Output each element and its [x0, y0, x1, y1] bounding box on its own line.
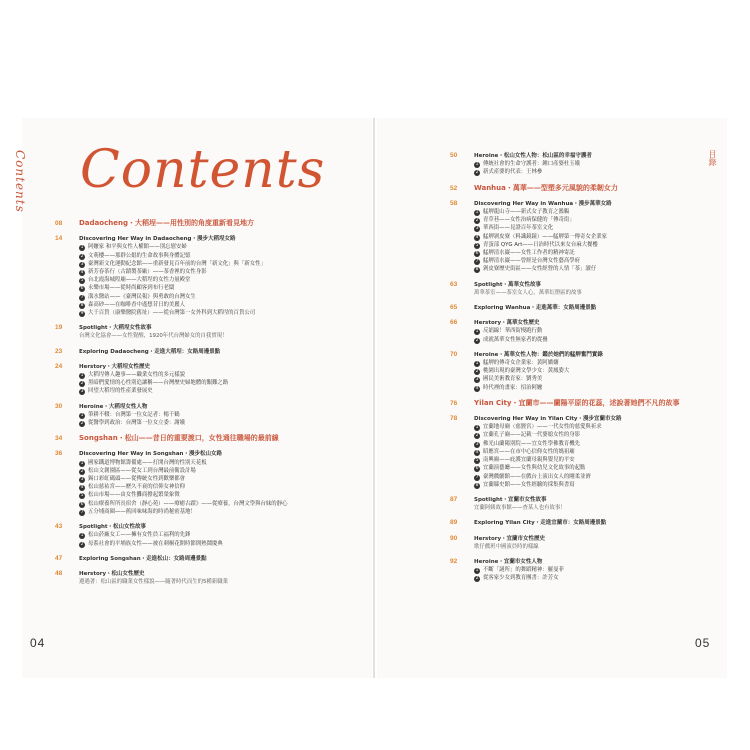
toc-page-number: 63 [450, 280, 458, 288]
toc-section-title: Exploring Wanhua・走進萬華：女路周邊景點 [474, 305, 597, 312]
toc-section [55, 235, 355, 243]
toc-item-number: 1 [475, 210, 479, 216]
toc-page-number: 50 [450, 152, 458, 159]
toc-item-number: 3 [475, 441, 479, 447]
toc-item [55, 411, 355, 419]
toc-item-text: 新式產婆的代表：王林參 [483, 169, 543, 176]
toc-item-text: 艋舺剝皮寮（料識鏡鏡）——艋舺第一傳奇女企業家 [483, 233, 607, 240]
toc-item-text: 新芳春茶行（古蹟製茶廠）——茶香裡的女性身影 [88, 269, 207, 276]
toc-section [450, 415, 718, 423]
toc-page-number: 78 [450, 415, 458, 423]
toc-description: 宜蘭阿姨故事館——查某人也有故事！ [474, 505, 566, 512]
toc-page-number: 19 [55, 324, 63, 332]
toc-item-text: 青蛋部 QYG Art——日治時代以來女台麻大餐樓 [483, 241, 598, 248]
toc-item-number: 2 [475, 369, 479, 375]
toc-item-number: 1 [475, 425, 479, 431]
toc-page-number: 34 [55, 435, 63, 443]
toc-item [450, 456, 718, 464]
toc-item-number: 2 [475, 576, 479, 582]
toc-item [55, 491, 355, 499]
toc-section-title: Heroine・萬華女性人物：鑑於她們的艋舺奮鬥實錄 [474, 351, 603, 358]
page-number-left: 04 [30, 636, 46, 650]
toc-description: 歌仔戲班中國演員時的樣線 [474, 543, 539, 550]
toc-item-text: 松山慈祐宮——歷久不衰的信仰女神信仰 [88, 484, 186, 491]
toc-item [450, 431, 718, 439]
toc-section [450, 558, 718, 566]
toc-description: 台灣文化協會——女性覺醒，1920年代台灣婦女的自我實現！ [79, 333, 228, 340]
toc-item [450, 464, 718, 472]
book-gutter [373, 118, 375, 678]
toc-item-text: 艋舺清水巖——女性工作者的精神寄託 [483, 250, 575, 257]
toc-item [450, 265, 718, 273]
toc-item [55, 260, 355, 268]
toc-section-title: Spotlight・松山女性故事 [79, 524, 147, 531]
toc-item-number: 4 [475, 234, 479, 240]
toc-item-text: 臺灣戲劇館——在戲台上演出女人的剛柔並濟 [483, 473, 591, 480]
toc-item [55, 293, 355, 301]
toc-item-text: 剝皮寮歷史街區——女性經營的人情「茶」讀仔 [483, 266, 597, 273]
toc-section [450, 281, 718, 289]
toc-item-number: 4 [475, 449, 479, 455]
toc-section-title: Spotlight・萬華女性故事 [474, 281, 542, 288]
toc-item-number: 1 [475, 162, 479, 168]
toc-section [450, 496, 718, 504]
toc-item [55, 483, 355, 491]
toc-item-text: 潢水醫站——《臺灣民報》與勇敢的台灣女生 [88, 293, 196, 300]
toc-item-number: 5 [80, 278, 84, 284]
toc-item [450, 359, 718, 367]
toc-item-number: 7 [80, 294, 84, 300]
toc-item-text: 筆耕不輟：台灣第一位女記者：楊千鶴 [88, 411, 180, 418]
toc-item-text: 從醫學到政治：台灣第一位女立委：謝娥 [88, 420, 186, 427]
toc-item [450, 208, 718, 216]
toc-item-number: 6 [475, 466, 479, 472]
toc-page-number: 23 [55, 347, 63, 355]
toc-item-number: 1 [475, 361, 479, 367]
toc-item-number: 8 [475, 267, 479, 273]
toc-section-title: Exploring Songshan・走進松山：女路周邊景點 [79, 555, 207, 562]
toc-item [450, 375, 718, 383]
toc-page-number: 76 [450, 399, 458, 407]
toc-section-title: Wanhua・萬華——型塑多元風貌的柔韌女力 [474, 183, 618, 192]
toc-page-number: 24 [55, 362, 63, 370]
toc-section-title: Herstory・萬華女性歷史 [474, 320, 540, 327]
toc-item [450, 566, 718, 574]
toc-item [55, 309, 355, 317]
toc-item [450, 481, 718, 489]
toc-item-number: 3 [80, 389, 84, 395]
toc-item [55, 475, 355, 483]
toc-page-number: 43 [55, 523, 63, 531]
toc-item-number: 5 [475, 458, 479, 464]
toc-item-text: 從客家少女到教育團書：許芳女 [483, 575, 559, 582]
toc-section [450, 351, 718, 359]
toc-item-number: 3 [80, 477, 84, 483]
toc-item-number: 1 [80, 533, 84, 539]
toc-item-number: 2 [475, 433, 479, 439]
page-number-right: 05 [695, 636, 711, 650]
toc-item-number: 3 [475, 377, 479, 383]
toc-section [450, 399, 718, 408]
toc-description: 遵遇著：松山區的職業女性樣貌——隨著時代而生的5種新職業 [79, 579, 228, 586]
toc-item-text: 艋舺清水巖——曾經是台灣女性藝高學府 [483, 258, 581, 265]
toc-section [450, 304, 718, 312]
toc-item-number: 1 [80, 460, 84, 466]
toc-item-number: 4 [80, 270, 84, 276]
toc-page-number: 08 [55, 220, 63, 227]
toc-section [55, 219, 355, 228]
toc-item-number: 8 [80, 302, 84, 308]
toc-item-number: 1 [475, 568, 479, 574]
toc-section [55, 450, 355, 458]
toc-item [55, 467, 355, 475]
toc-item [450, 448, 718, 456]
toc-description: 萬華茶室——茶室女人心，萬華紅燈區的故事 [474, 289, 582, 296]
toc-section [55, 434, 355, 443]
toc-item-text: 台北霞海城隍廟——大稻埕的女性力量殿堂 [88, 277, 191, 284]
toc-section [55, 523, 355, 531]
toc-item-text: 松山療養所所長宿舍（靜心苑）——療癒古蹟》——從療養，台灣文學與台妹的靜心 [88, 500, 288, 507]
toc-item-text: 國家鐵道博物館籌備處——打開台灣的性別天花板 [88, 459, 207, 466]
toc-item [55, 459, 355, 467]
toc-page-number: 30 [55, 402, 63, 410]
toc-item [55, 252, 355, 260]
toc-section-title: Heroine・宜蘭市女性人物 [474, 558, 543, 565]
toc-item-number: 7 [80, 509, 84, 515]
page-title: Contents [80, 140, 326, 200]
toc-section-title: Exploring Dadaocheng・走進大稻埕：女路周邊景點 [79, 348, 221, 355]
toc-section [450, 319, 718, 327]
toc-section [450, 535, 718, 543]
toc-item-number: 2 [475, 218, 479, 224]
toc-section-title: Exploring Yilan City・走進宜蘭市：女路周邊景點 [474, 520, 607, 527]
toc-section [55, 403, 355, 411]
toc-page-number: 66 [450, 319, 458, 327]
toc-item-number: 1 [475, 329, 479, 335]
toc-item-text: 文萌樓——那群公娼的生命故事與身體記憶 [88, 252, 191, 259]
toc-item-number: 4 [475, 385, 479, 391]
toc-item-text: 松山菸廠女工——擁有女性員工福利的先鋒 [88, 532, 191, 539]
toc-section-title: Spotlight・大稻埕女性故事 [79, 325, 152, 332]
toc-item-number: 6 [80, 286, 84, 292]
toc-item-text: 反娼線！華西街慢跑行動 [483, 328, 543, 335]
toc-page-number: 89 [450, 519, 458, 527]
toc-item-number: 3 [80, 261, 84, 267]
toc-item-text: 艋舺龍山寺——新式女子教育之濫觴 [483, 209, 570, 216]
toc-item-text: 桃園出現的臺灣文學少女：黃鳳姿大 [483, 368, 570, 375]
toc-item-number: 1 [80, 373, 84, 379]
toc-section-title: Heroine・大稻埕女性人物 [79, 403, 148, 410]
toc-item [450, 249, 718, 257]
toc-item-number: 2 [80, 381, 84, 387]
toc-item-text: 森高砂——在咖啡香中遙想昔日的美麗人 [88, 301, 186, 308]
toc-section-title: Dadaocheng・大稻埕——用性別的角度重新看見地方 [79, 219, 254, 227]
toc-section [450, 200, 718, 208]
toc-item [55, 540, 355, 548]
toc-section-title: Herstory・松山女性歷史 [79, 570, 145, 577]
toc-item [55, 301, 355, 309]
toc-section-title: Songshan・松山——昔日的重要渡口，女性通往職場的最前線 [79, 434, 279, 443]
toc-item-text: 宜蘭地母廟（慈賢宮）——一代女性的慈愛與祈求 [483, 424, 602, 431]
toc-item-text: 大千百貨（康樂醫院舊址）——從台灣第一女外科到大稻埕的百貨公司 [88, 310, 256, 317]
toc-item-number: 7 [475, 474, 479, 480]
toc-item-number: 5 [80, 493, 84, 499]
toc-section [450, 519, 718, 527]
toc-item [450, 233, 718, 241]
toc-page-number: 90 [450, 534, 458, 542]
toc-section-title: Yilan City・宜蘭市——蘭陽平原的花蕊，述說著她們不凡的故事 [474, 398, 680, 407]
toc-section [55, 363, 355, 371]
toc-section-title: Discovering Her Way in Dadaocheng・漫步大稻埕女路 [79, 236, 236, 243]
toc-item-text: 宜蘭縣史館——女性經驗的採集與書寫 [483, 481, 575, 488]
toc-item-number: 2 [80, 468, 84, 474]
toc-item-text: 松山市場——由女性攤商撐起繁榮象徵 [88, 492, 180, 499]
toc-item [450, 160, 718, 168]
toc-item [450, 216, 718, 224]
toc-item [55, 243, 355, 251]
toc-section [450, 152, 718, 160]
toc-item-text: 五分埔商圈——舊回味味海的時尚秘密基地！ [88, 508, 196, 515]
toc-page-number: 65 [450, 304, 458, 312]
toc-item-text: 臺灣新文化運動紀念館——重新發見百年前的台灣「新文化」與「新女性」 [88, 260, 266, 267]
toc-page-number: 58 [450, 199, 458, 207]
toc-item-text: 佛光山蘭陽別院——宜女性學佛教育機先 [483, 440, 581, 447]
side-label-left: Contents [13, 150, 27, 213]
toc-section-title: Discovering Her Way in Wanhua・漫步萬華女路 [474, 200, 612, 207]
toc-page-number: 14 [55, 235, 63, 243]
toc-item [450, 168, 718, 176]
toc-item [55, 284, 355, 292]
toc-item-text: 昭應宮——在市中心信仰女性的媽祖廟 [483, 448, 575, 455]
toc-item-text: 大稻埕傳人趣事——職業女性的多元樣貌 [88, 372, 186, 379]
toc-item-number: 9 [80, 311, 84, 317]
toc-section-title: Discovering Her Way in Yilan City・漫步宜蘭市女路 [474, 416, 622, 423]
toc-item-text: 傳統社會的生命守護者：鍾口產婆杜玉娥 [483, 161, 581, 168]
toc-item-number: 6 [475, 251, 479, 257]
toc-right-column [450, 145, 718, 583]
toc-section-title: Herstory・大稻埕女性歷史 [79, 363, 151, 370]
toc-item [55, 276, 355, 284]
toc-item [450, 367, 718, 375]
toc-item [55, 379, 355, 387]
toc-item-text: 南興廟——庇護宜蘭母親與嬰兒的平安 [483, 457, 575, 464]
toc-item-text: 母系社會的平埔族女性——被在刺桐花開時節開熱鬧慶典 [88, 540, 223, 547]
toc-item-number: 2 [80, 253, 84, 259]
toc-item-number: 4 [80, 485, 84, 491]
toc-item-text: 錫口彩虹碼頭——從傳統女性到歡樂都會 [88, 476, 186, 483]
toc-item [450, 327, 718, 335]
toc-page-number: 52 [450, 184, 458, 192]
toc-item [55, 268, 355, 276]
toc-item-number: 2 [80, 541, 84, 547]
toc-section [55, 348, 355, 356]
toc-page-number: 70 [450, 350, 458, 358]
toc-item [55, 508, 355, 516]
toc-item [450, 384, 718, 392]
toc-item [55, 500, 355, 508]
toc-item [450, 423, 718, 431]
toc-item-text: 阿嬤家 和平與女性人權館——別忘慰安婦 [88, 244, 187, 251]
toc-item [55, 531, 355, 539]
toc-item-number: 6 [80, 501, 84, 507]
toc-item [450, 257, 718, 265]
toc-item-number: 5 [475, 242, 479, 248]
toc-item [55, 387, 355, 395]
toc-item-text: 不斷「謎所」的舞蹈精神：羅曼菲 [483, 567, 564, 574]
toc-item-number: 3 [475, 226, 479, 232]
toc-item-text: 國民美術教育家：劉秀美 [483, 376, 543, 383]
toc-item-text: 艋舺的傳奇女企業家：黃阿嬌嬸 [483, 360, 559, 367]
toc-item-number: 2 [80, 421, 84, 427]
toc-item [450, 336, 718, 344]
toc-item [450, 473, 718, 481]
toc-section [55, 324, 355, 332]
toc-section-title: Heroine・松山女性人物：松山區的幸福守護者 [474, 153, 592, 159]
toc-item [450, 440, 718, 448]
toc-item [450, 224, 718, 232]
toc-item [450, 574, 718, 582]
toc-item [450, 241, 718, 249]
toc-item-text: 華西街——見證百年茶室文化 [483, 225, 554, 232]
toc-page-number: 87 [450, 495, 458, 503]
toc-page-number: 48 [55, 569, 63, 577]
toc-item [55, 419, 355, 427]
toc-section-title: Discovering Her Way in Songshan・漫步松山女路 [79, 451, 222, 458]
toc-item-number: 8 [475, 482, 479, 488]
toc-page-number: 47 [55, 554, 63, 562]
toc-item-text: 宜蘭孔子廟——記載一代婆媳女性的身影 [483, 432, 581, 439]
toc-item-text: 宜蘭演藝廳——女性與幼兒文化故事的起點 [483, 465, 586, 472]
toc-item-number: 2 [475, 337, 479, 343]
toc-section [450, 184, 718, 193]
toc-item-text: 黑暗們愛情的心性別追讓稱——台灣歷史婦地體的艱難之路 [88, 380, 229, 387]
toc-item-number: 7 [475, 259, 479, 265]
toc-item-text: 時代裡的畫家：招治阿嬤 [483, 384, 543, 391]
toc-section [55, 570, 355, 578]
toc-section [55, 555, 355, 563]
toc-page-number: 36 [55, 450, 63, 458]
toc-item-text: 成就萬華女性無家者的從疊 [483, 336, 548, 343]
toc-section-title: Spotlight・宜蘭市女性故事 [474, 496, 547, 503]
toc-item-text: 松山文創園區——從女工到台灣最前衛設計場 [88, 467, 196, 474]
toc-item-number: 2 [475, 170, 479, 176]
toc-item-text: 永樂市場——從時尚顧客到布行老闆 [88, 285, 175, 292]
toc-item-text: 青草巷——女性治病保健的「傳奇街」 [483, 217, 575, 224]
toc-left-column [55, 212, 355, 586]
toc-page-number: 92 [450, 557, 458, 565]
toc-item-text: 回望大稻埕的性產業發展史 [88, 388, 153, 395]
toc-item-number: 1 [80, 412, 84, 418]
side-label-right: 目錄 [708, 150, 717, 166]
toc-item [55, 371, 355, 379]
toc-section-title: Herstory・宜蘭市女性歷史 [474, 535, 546, 542]
toc-item-number: 1 [80, 245, 84, 251]
